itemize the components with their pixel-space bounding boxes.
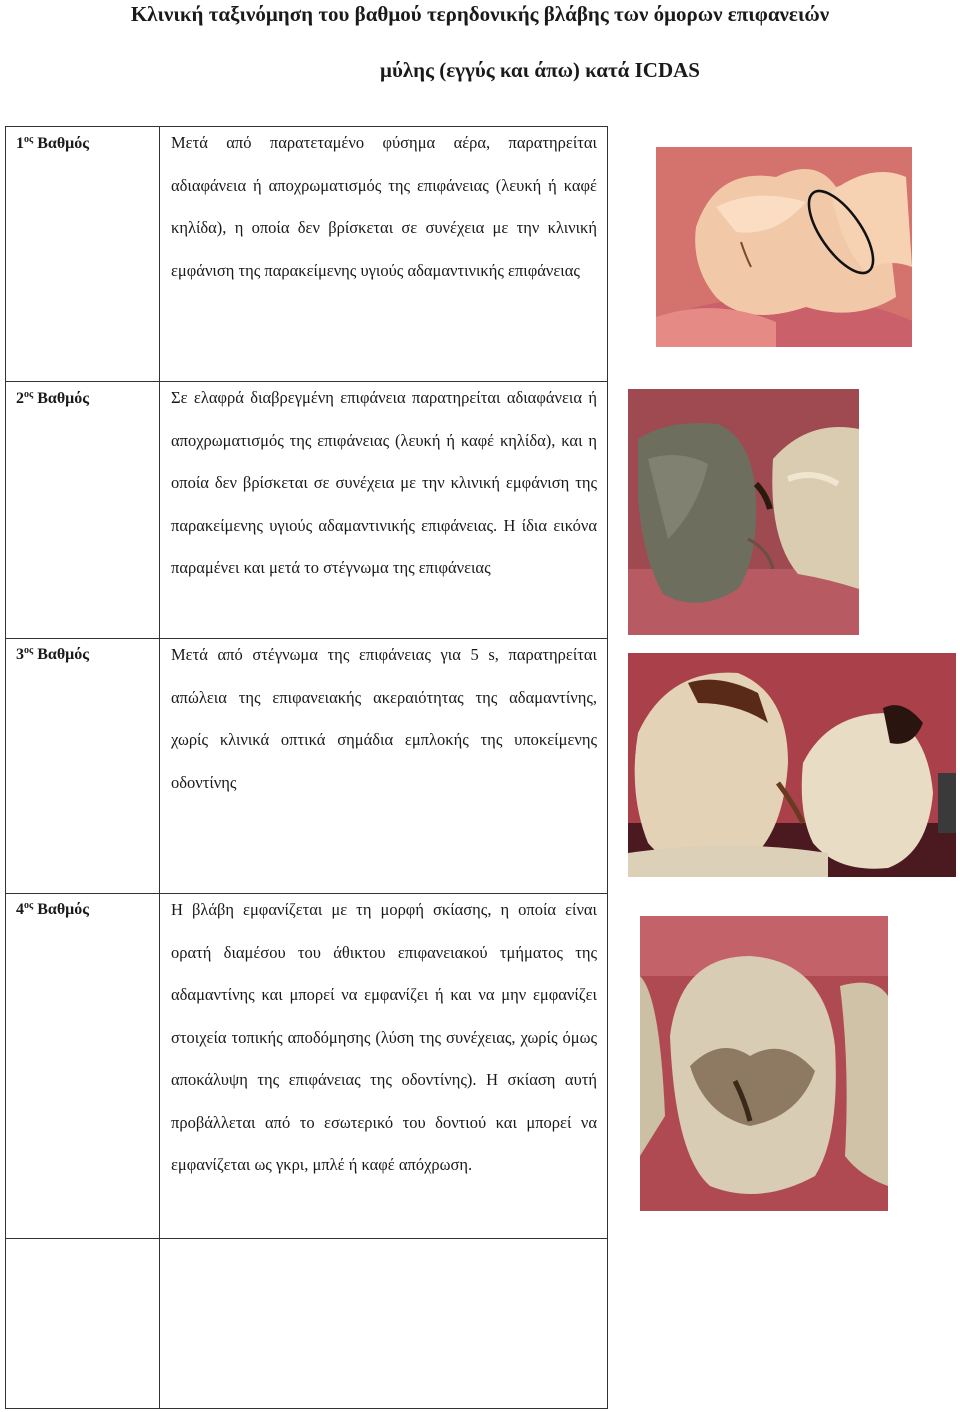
document-title-line-1: Κλινική ταξινόμηση του βαθμού τερηδονικής βλάβης των όμορων επιφανειών	[130, 2, 830, 26]
grade-2-description: Σε ελαφρά διαβρεγμένη επιφάνεια παρατηρείται αδιαφάνεια ή αποχρωματισμός της επιφάνειας (λευκή ή καφέ κηλίδα), και η οποία δεν βρίσκεται σε συνέχεια με την κλινική εμφάνιση της παρακείμενης υγιούς αδαμαντινικής επιφάνειας. Η ίδια εικόνα παραμένει και μετά το στέγνωμα της επιφάνειας	[171, 388, 597, 577]
grade-label-1: $1^{o\varsigma}$ Βαθμός	[16, 134, 89, 152]
grade-1-description: Μετά από παρατεταμένο φύσημα αέρα, παρατηρείται αδιαφάνεια ή αποχρωματισμός της επιφάνειας (λευκή ή καφέ κηλίδα), η οποία δεν βρίσκεται σε συνέχεια με την κλινική εμφάνιση της παρακείμενης υγιούς αδαμαντινικής επιφάνειας	[171, 133, 597, 280]
grade-4-description: Η βλάβη εμφανίζεται με τη μορφή σκίασης, η οποία είναι ορατή διαμέσου του άθικτου επιφανειακού τμήματος της αδαμαντίνης και μπορεί να εμφανίζει ή και να μην εμφανίζει στοιχεία τοπικής αποδόμησης (λύση της συνέχειας, χωρίς όμως αποκάλυψη της επιφάνειας της οδοντίνης). Η σκίαση αυτή προβάλλεται από το εσωτερικό του δοντιού και μπορεί να εμφανίζεται ως γκρι, μπλέ ή καφέ απόχρωση.	[171, 900, 597, 1174]
tooth-photo-icon	[640, 916, 888, 1211]
tooth-photo-icon	[628, 389, 859, 635]
tooth-photo-icon	[656, 147, 912, 347]
grade-label-4: $4^{o\varsigma}$ Βαθμός	[16, 900, 89, 918]
document-title-line-2: μύλης (εγγύς και άπω) κατά ICDAS	[380, 58, 700, 82]
grade-label-3: $3^{o\varsigma}$ Βαθμός	[16, 645, 89, 663]
tooth-photo-icon	[628, 653, 956, 877]
grade-label-2: $2^{o\varsigma}$ Βαθμός	[16, 389, 89, 407]
grade-3-description: Μετά από στέγνωμα της επιφάνειας για 5 s, παρατηρείται απώλεια της επιφανειακής ακεραιότητας της αδαμαντίνης, χωρίς κλινικά οπτικά σημάδια εμπλοκής της υποκείμενης οδοντίνης	[171, 645, 597, 792]
